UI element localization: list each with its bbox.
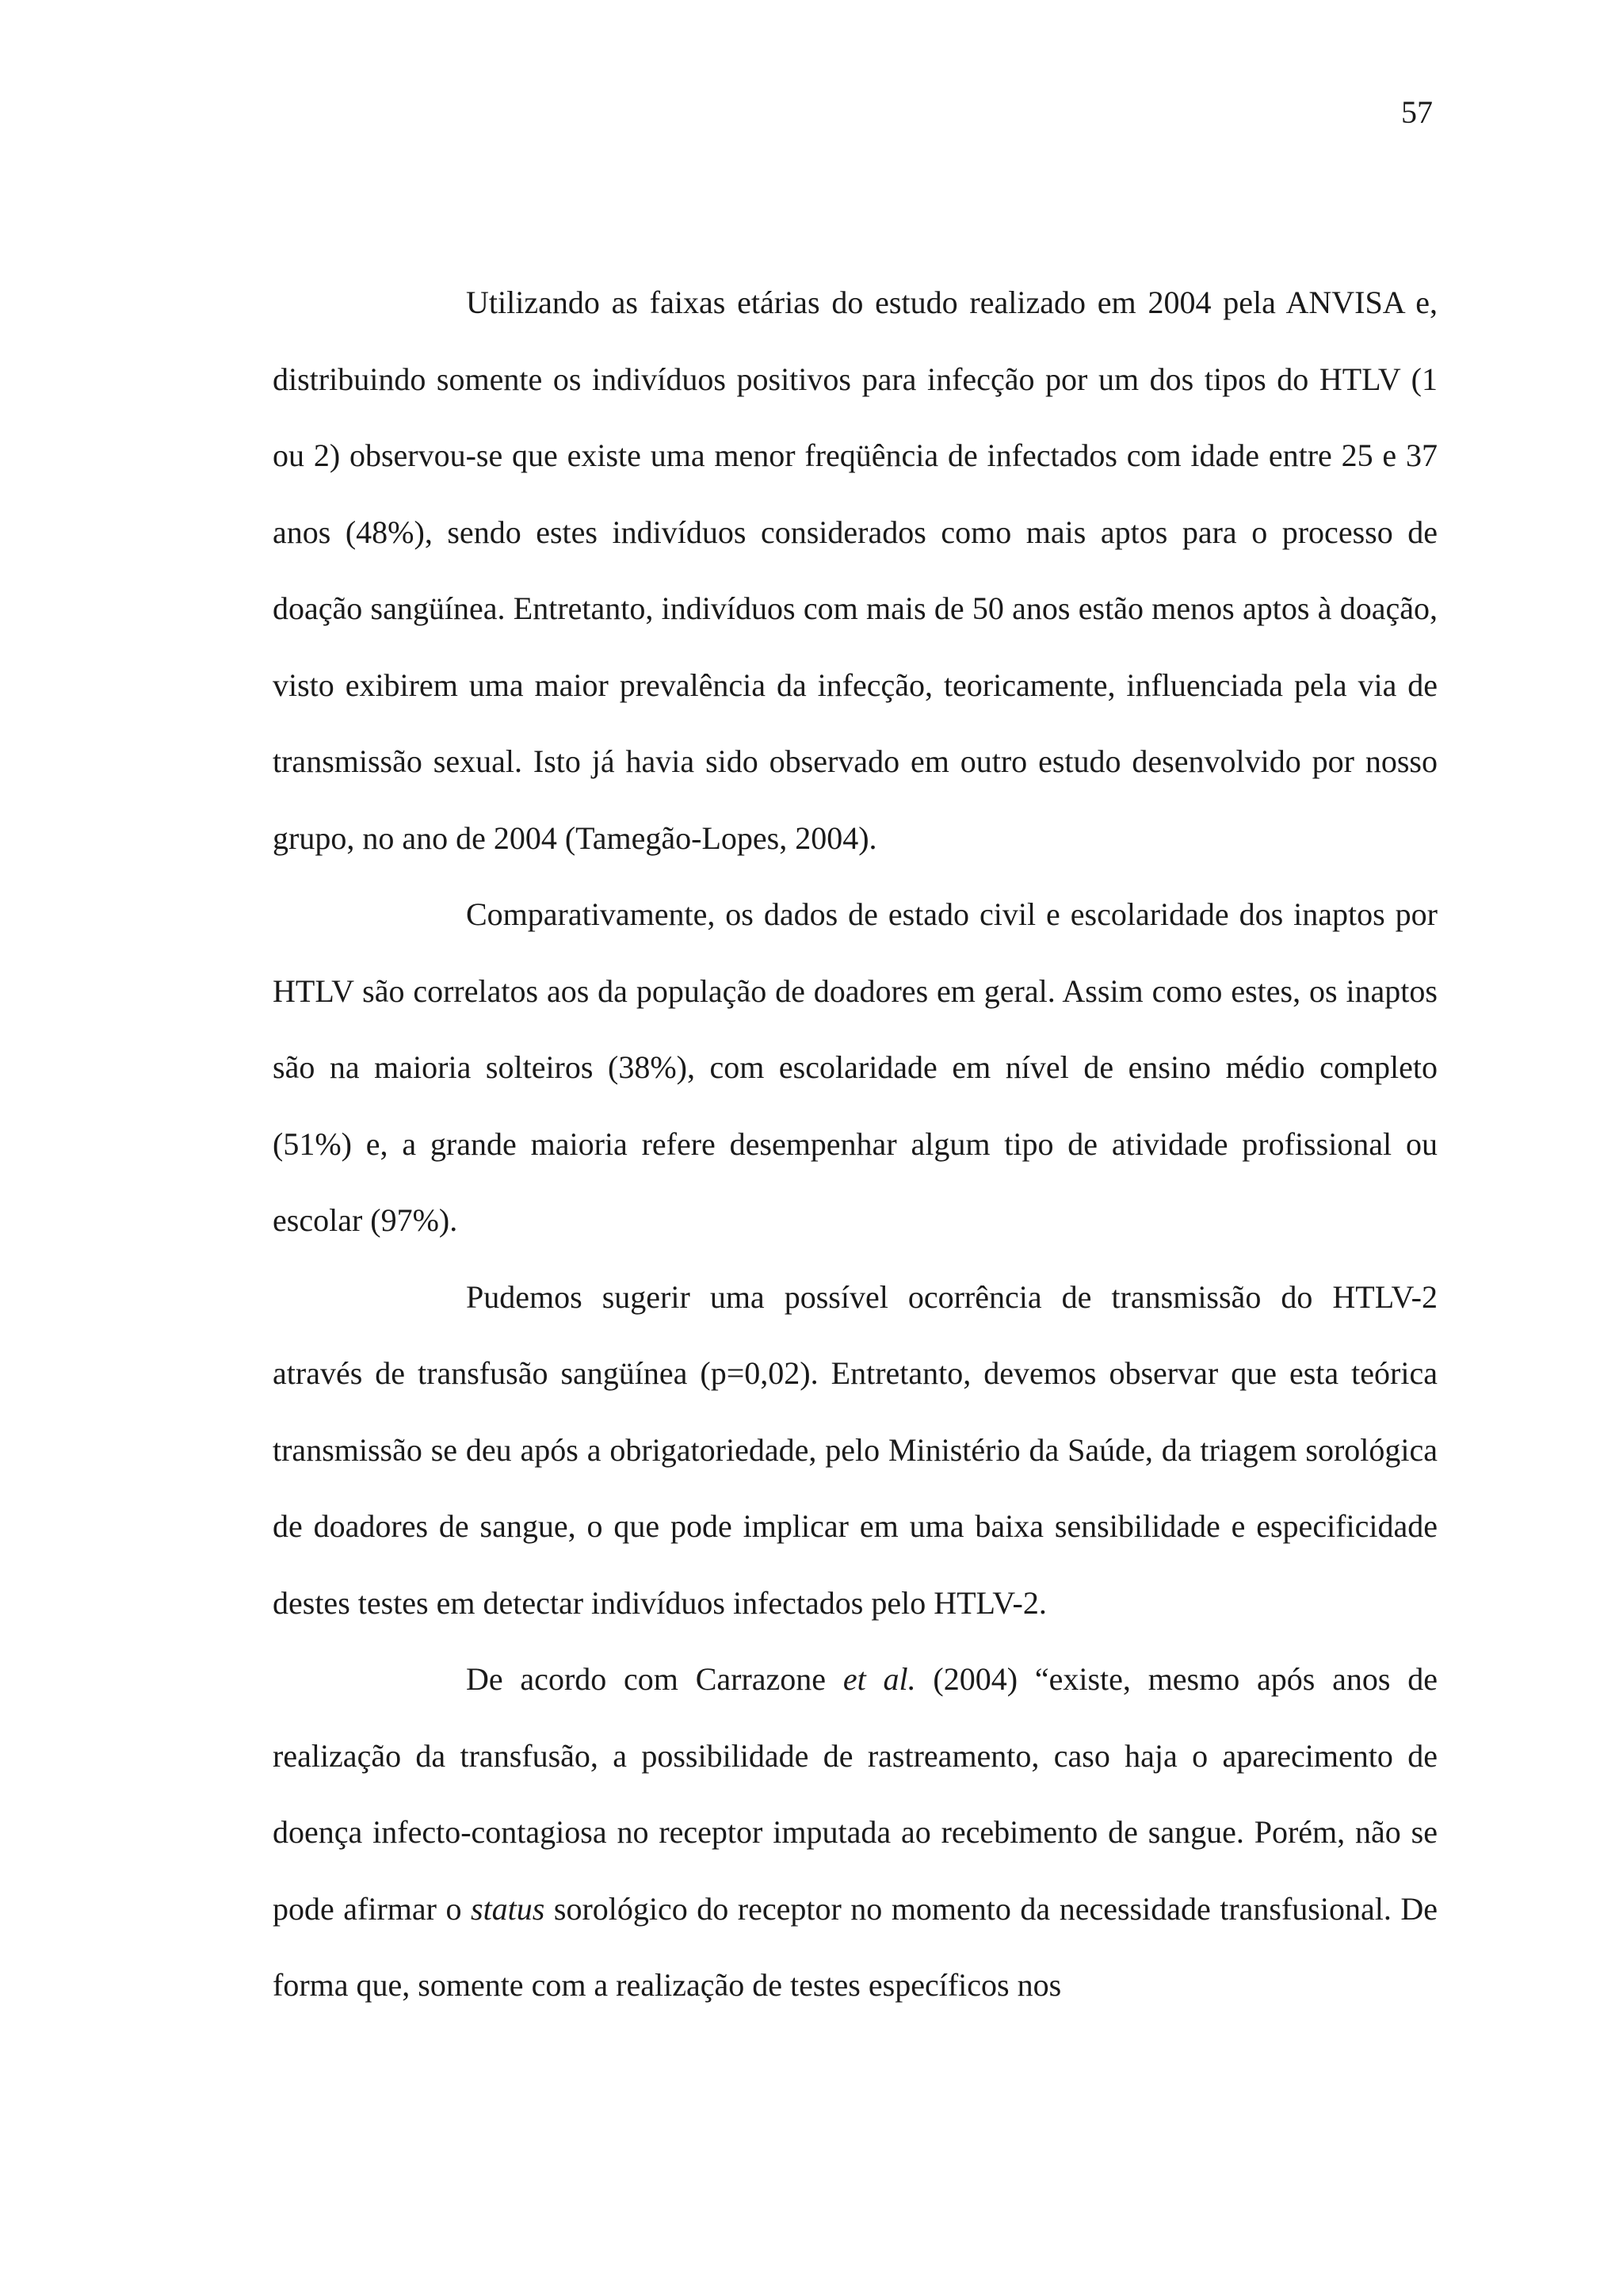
paragraph-age-groups: Utilizando as faixas etárias do estudo realizado em 2004 pela ANVISA e, distribuindo somente os indivíduos positivos para infecção por um dos tipos do HTLV (1 ou 2) observou-se que existe uma menor freqüência de infectados com idade entre 25 e 37 anos (48%), sendo estes indivíduos considerados como mais aptos para o processo de doação sangüínea. Entretanto, indivíduos com mais de 50 anos estão menos aptos à doação, visto exibirem uma maior prevalência da infecção, teoricamente, influenciada pela via de transmissão sexual. Isto já havia sido observado em outro estudo desenvolvido por nosso grupo, no ano de 2004 (Tamegão-Lopes, 2004). (273, 285, 1438, 856)
paragraph-htlv2-transmission: Pudemos sugerir uma possível ocorrência de transmissão do HTLV-2 através de transfusão sangüínea (p=0,02). Entretanto, devemos observar que esta teórica transmissão se deu após a obrigatoriedade, pelo Ministério da Saúde, da triagem sorológica de doadores de sangue, o que pode implicar em uma baixa sensibilidade e especificidade destes testes em detectar indivíduos infectados pelo HTLV-2. (273, 1278, 1438, 1621)
citation-et-al: et al. (842, 1661, 916, 1697)
body-text (273, 265, 1438, 2024)
citation-status-term: status (471, 1890, 545, 1927)
citation-text-3: sorológico do receptor no momento da necessidade transfusional. De forma que, somente com a realização de testes específicos nos (273, 1890, 1438, 2003)
citation-text-2: (2004) “existe, mesmo após anos de realização da transfusão, a possibilidade de rastreamento, caso haja o aparecimento de doença infecto-contagiosa no receptor imputada ao recebimento de sangue. Porém, não se pode afirmar o (273, 1661, 1438, 1927)
citation-text-1: De acordo com Carrazone (466, 1661, 843, 1697)
paragraph-civil-status: Comparativamente, os dados de estado civil e escolaridade dos inaptos por HTLV são correlatos aos da população de doadores em geral. Assim como estes, os inaptos são na maioria solteiros (38%), com escolaridade em nível de ensino médio completo (51%) e, a grande maioria refere desempenhar algum tipo de atividade profissional ou escolar (97%). (273, 896, 1438, 1238)
page-number: 57 (1401, 94, 1433, 130)
paragraph-carrazone-citation (273, 1641, 1438, 2024)
